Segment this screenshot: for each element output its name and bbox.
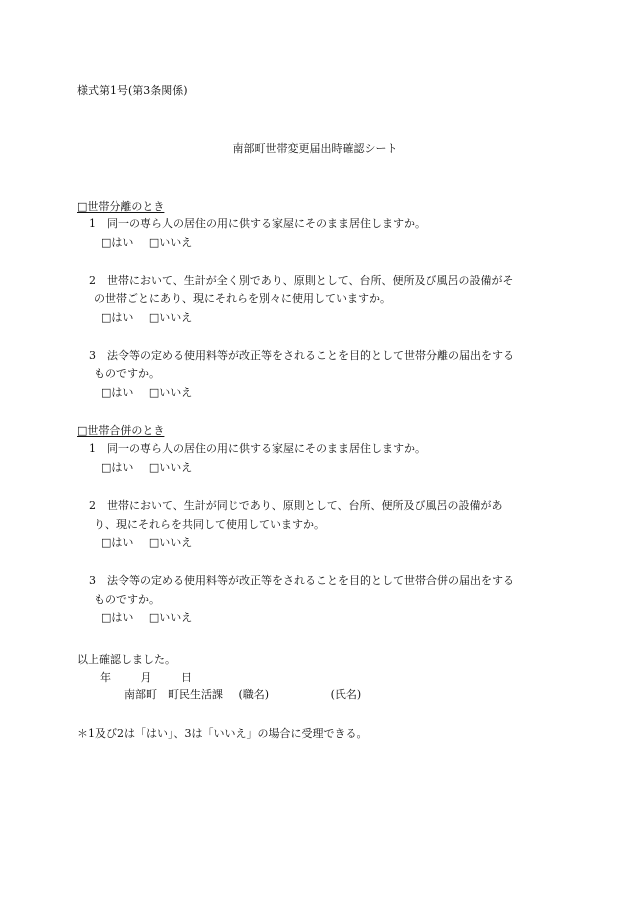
separation-q3-options bbox=[101, 386, 192, 400]
no-checkbox[interactable]: □いいえ bbox=[148, 611, 193, 624]
merger-q2-text: 2 世帯において、生計が同じであり、原則として、台所、便所及び風呂の設備があ bbox=[89, 499, 503, 512]
section-heading-separation: □世帯分離のとき bbox=[77, 200, 165, 213]
staff-name-field[interactable]: (氏名) bbox=[330, 688, 362, 701]
separation-q3-text: 3 法令等の定める使用料等が改正等をされることを目的として世帯分離の届出をする bbox=[89, 349, 514, 362]
section-heading-merger: □世帯合併のとき bbox=[77, 424, 165, 437]
merger-q2-text-cont: り、現にそれらを共同して使用していますか。 bbox=[94, 518, 325, 531]
separation-q2-options bbox=[101, 311, 192, 325]
merger-q2-options bbox=[101, 536, 192, 550]
no-checkbox[interactable]: □いいえ bbox=[148, 311, 193, 324]
form-number: 様式第1号(第3条関係) bbox=[77, 84, 188, 97]
no-checkbox[interactable]: □いいえ bbox=[148, 386, 193, 399]
no-checkbox[interactable]: □いいえ bbox=[148, 236, 193, 249]
merger-q1-text: 1 同一の専ら人の居住の用に供する家屋にそのまま居住しますか。 bbox=[89, 442, 426, 455]
yes-checkbox[interactable]: □はい bbox=[101, 236, 134, 249]
date-day-field[interactable]: 日 bbox=[181, 671, 192, 684]
yes-checkbox[interactable]: □はい bbox=[101, 311, 134, 324]
department-name: 南部町 町民生活課 bbox=[124, 688, 223, 701]
confirmation-text: 以上確認しました。 bbox=[77, 653, 176, 666]
merger-q3-text: 3 法令等の定める使用料等が改正等をされることを目的として世帯合併の届出をする bbox=[89, 574, 514, 587]
separation-q2-text-cont: の世帯ごとにあり、現にそれらを別々に使用していますか。 bbox=[94, 292, 391, 305]
yes-checkbox[interactable]: □はい bbox=[101, 611, 134, 624]
merger-q3-options bbox=[101, 611, 192, 625]
document-title: 南部町世帯変更届出時確認シート bbox=[232, 142, 398, 155]
yes-checkbox[interactable]: □はい bbox=[101, 386, 134, 399]
date-month-field[interactable]: 月 bbox=[140, 671, 152, 684]
no-checkbox[interactable]: □いいえ bbox=[148, 461, 193, 474]
yes-checkbox[interactable]: □はい bbox=[101, 461, 134, 474]
yes-checkbox[interactable]: □はい bbox=[101, 536, 134, 549]
merger-q1-options bbox=[101, 461, 192, 475]
footnote: ＊1及び2は「はい」、3は「いいえ」の場合に受理できる。 bbox=[77, 727, 368, 740]
separation-q1-text: 1 同一の専ら人の居住の用に供する家屋にそのまま居住しますか。 bbox=[89, 217, 426, 230]
separation-q2-text: 2 世帯において、生計が全く別であり、原則として、台所、便所及び風呂の設備がそ bbox=[89, 274, 514, 287]
date-line bbox=[100, 671, 192, 685]
separation-q3-text-cont: ものですか。 bbox=[94, 367, 160, 380]
date-year-field[interactable]: 年 bbox=[100, 671, 111, 684]
staff-title-field[interactable]: (職名) bbox=[238, 688, 270, 701]
staff-line bbox=[124, 688, 361, 702]
no-checkbox[interactable]: □いいえ bbox=[148, 536, 193, 549]
separation-q1-options bbox=[101, 236, 192, 250]
merger-q3-text-cont: ものですか。 bbox=[94, 593, 160, 606]
